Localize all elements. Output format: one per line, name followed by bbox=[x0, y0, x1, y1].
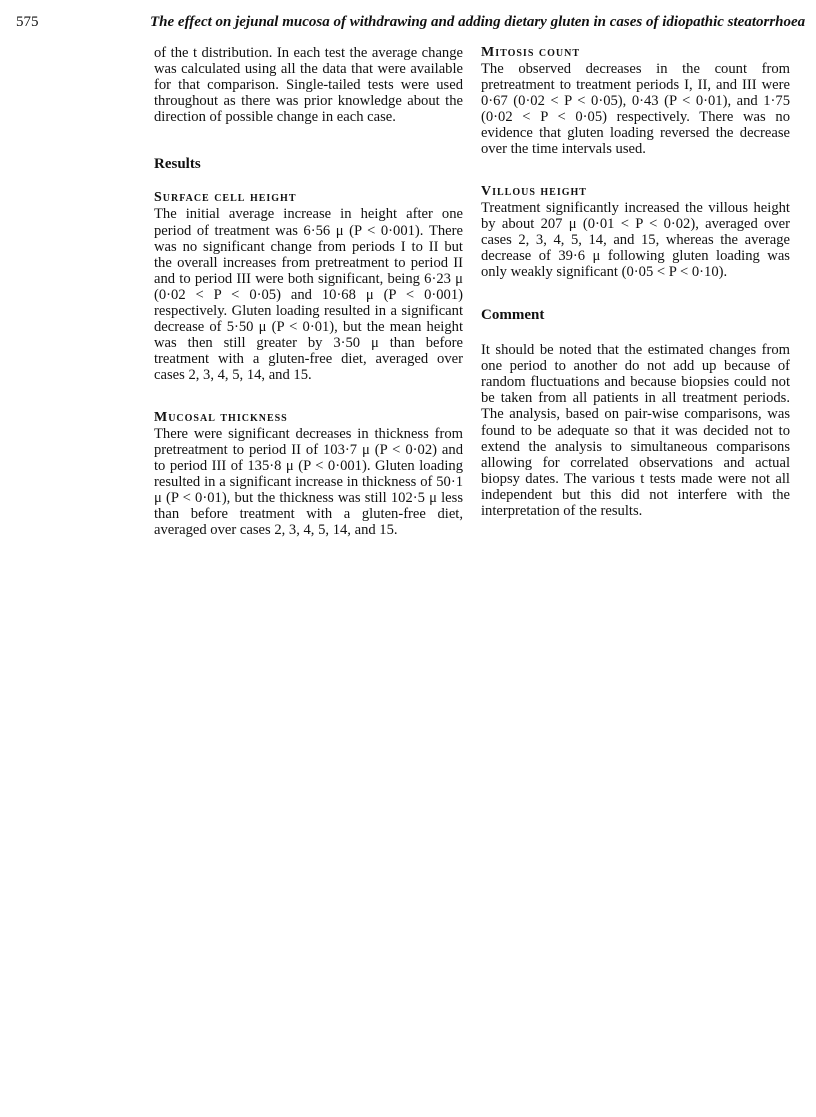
surface-cell-height-paragraph: The initial average increase in height after one period of treatment was 6·56 μ (P < 0·001). There was no significant change from periods I to II but the overall increases from pretreatment to period II and to period III were both significant, being 6·23 μ (0·02 < P < 0·05) and 10·68 μ (P < 0·001) respectively. Gluten loading resulted in a significant decrease of 5·50 μ (P < 0·01), but the mean height was then still greater by 3·50 μ than before treatment with a gluten-free diet, averaged over cases 2, 3, 4, 5, 14, and 15. bbox=[154, 206, 463, 384]
left-column bbox=[154, 45, 463, 538]
results-heading: Results bbox=[154, 156, 201, 173]
mucosal-thickness-paragraph: There were significant decreases in thickness from pretreatment to period II of 103·7 μ (P < 0·02) and to period III of 135·8 μ (P < 0·001). Gluten loading resulted in a significant increase in thickness of 50·1 μ (P < 0·01), but the thickness was still 102·5 μ less than before treatment with a gluten-free diet, averaged over cases 2, 3, 4, 5, 14, and 15. bbox=[154, 425, 463, 539]
mucosal-thickness-heading: Mucosal thickness bbox=[154, 409, 288, 425]
running-title: The effect on jejunal mucosa of withdrawing and adding dietary gluten in cases of idiopathic steatorrhoea bbox=[150, 14, 806, 30]
page-number: 575 bbox=[16, 14, 39, 30]
intro-paragraph: of the t distribution. In each test the average change was calculated using all the data that were available for that comparison. Single-tailed tests were used throughout as there was prior knowledge about the direction of possible change in each case. bbox=[154, 45, 463, 126]
mitosis-count-heading: Mitosis count bbox=[481, 45, 581, 60]
right-column bbox=[481, 45, 790, 519]
page-header bbox=[0, 14, 816, 38]
villous-height-heading: Villous height bbox=[481, 183, 587, 199]
comment-heading: Comment bbox=[481, 307, 545, 324]
villous-height-paragraph: Treatment significantly increased the villous height by about 207 μ (0·01 < P < 0·02), averaged over cases 2, 3, 4, 5, 14, and 15, whereas the average decrease of 39·6 μ following gluten loading was only weakly significant (0·05 < P < 0·10). bbox=[481, 199, 790, 280]
comment-paragraph: It should be noted that the estimated changes from one period to another do not add up because of random fluctuations and because biopsies could not be taken from all patients in all treatment periods. The analysis, based on pair-wise comparisons, was found to be adequate so that it was decided not to extend the analysis to simultaneous comparisons allowing for correlated observations and actual biopsy dates. The various t tests made were not all independent but this did not interfere with the interpretation of the results. bbox=[481, 342, 790, 519]
surface-cell-height-heading: Surface cell height bbox=[154, 190, 297, 206]
mitosis-count-paragraph: The observed decreases in the count from pretreatment to treatment periods I, II, and III were 0·67 (0·02 < P < 0·05), 0·43 (P < 0·01), and 1·75 (0·02 < P < 0·05) respectively. There was no evidence that gluten loading reversed the decrease over the time intervals used. bbox=[481, 61, 790, 158]
